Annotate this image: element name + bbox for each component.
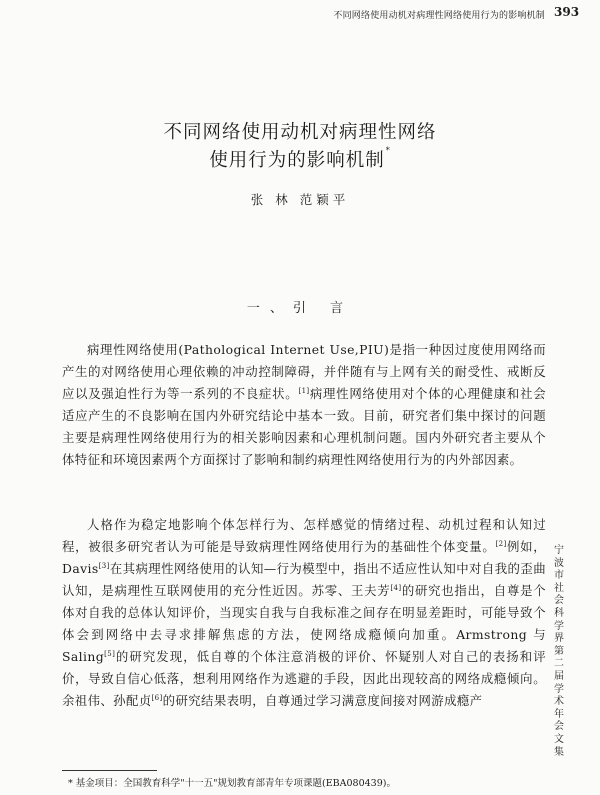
side-label: 宁波市社会科学界第二届学术年会文集 xyxy=(554,545,564,758)
citation-3: [3] xyxy=(98,561,110,570)
paragraph-2-text-e: 的研究发现，低自尊的个体注意消极的评价、怀疑别人对自己的表扬和评价，导致自信心低落，想利用网络作为逃避的手段，因此出现较高的网络成瘾倾向。余祖伟、孙配贞 xyxy=(62,649,546,708)
paragraph-2-text-a: 人格作为稳定地影响个体怎样行为、怎样感觉的情绪过程、动机过程和认知过程，被很多研究者认为可能是导致病理性网络使用行为的基础性个体变量。 xyxy=(62,517,546,554)
authors: 张 林 范颖平 xyxy=(250,192,350,207)
title-line-2-text: 使用行为的影响机制 xyxy=(209,150,385,171)
page-number: 393 xyxy=(554,5,580,19)
citation-5: [5] xyxy=(104,649,116,658)
citation-2: [2] xyxy=(495,539,507,548)
paragraph-2-text-c: 在其病理性网络使用的认知—行为模型中，指出不适应性认知中对自我的歪曲认知，是病理性互联网使用的充分性近因。苏零、王夫芳 xyxy=(62,561,546,598)
body-text xyxy=(62,514,546,712)
citation-1: [1] xyxy=(298,386,310,395)
title-footnote-mark: * xyxy=(385,146,391,155)
paragraph-2 xyxy=(62,514,546,712)
paragraph-1-text-b: 病理性网络使用对个体的心理健康和社会适应产生的不良影响在国内外研究结论中基本一致。目前，研究者们集中探讨的问题主要是病理性网络使用行为的相关影响因素和心理机制问题。国内外研究者主要从个体特征和环境因素两个方面探讨了影响和制约病理性网络使用行为的内外部因素。 xyxy=(62,386,546,467)
paragraph-2-text-f: 的研究结果表明，自尊通过学习满意度间接对网游成瘾产 xyxy=(162,693,483,708)
body-text xyxy=(62,339,546,471)
title-line-2 xyxy=(0,146,600,172)
section-heading: 一、引 言 xyxy=(246,301,354,316)
citation-6: [6] xyxy=(151,693,163,702)
paragraph-1 xyxy=(62,339,546,471)
citation-4: [4] xyxy=(390,583,402,592)
footnote: * 基金项目：全国教育科学"十一五"规划教育部青年专项课题(EBA080439)。 xyxy=(68,778,396,789)
footnote-rule xyxy=(62,770,157,771)
paragraph-2-text-b: 例如，Davis xyxy=(62,539,546,576)
paragraph-2-text-d: 的研究也指出，自尊是个体对自我的总体认知评价，当现实自我与自我标准之间存在明显差距时，可能导致个体会到网络中去寻求排解焦虑的方法，使网络成瘾倾向加重。Armstrong 与 Saling xyxy=(62,583,547,664)
running-head: 不同网络使用动机对病理性网络使用行为的影响机制 xyxy=(333,11,545,21)
paragraph-1-text-a: 病理性网络使用(Pathological Internet Use,PIU)是指一种因过度使用网络而产生的对网络使用心理依赖的冲动控制障碍，并伴随有与上网有关的耐受性、戒断反应以及强迫性行为等一系列的不良症状。 xyxy=(62,342,546,401)
title-line-1: 不同网络使用动机对病理性网络 xyxy=(163,122,437,143)
